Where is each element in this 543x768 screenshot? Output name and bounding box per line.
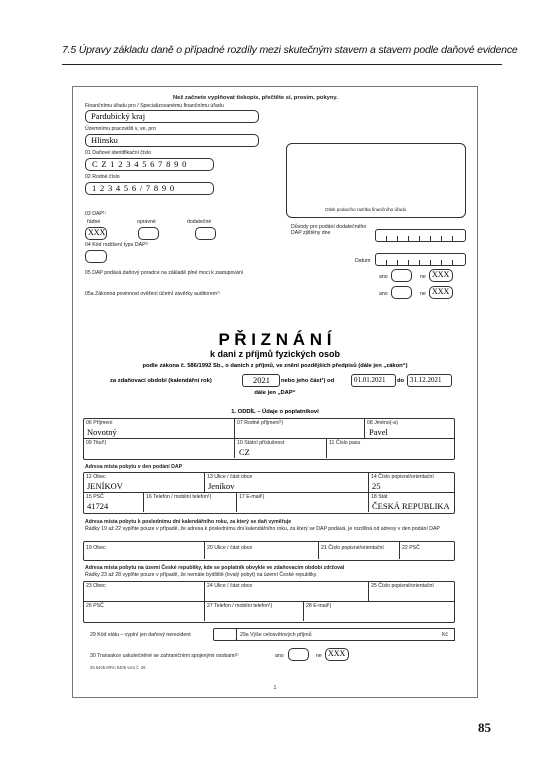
f30-yes-checkbox[interactable] [288,648,309,661]
f14-label: 14 Číslo popisné/orientační [371,474,434,480]
f22-label[interactable]: 22 PSČ [402,545,420,551]
f10-value[interactable]: CZ [239,447,250,457]
dap-regular-label: řádné [87,219,101,225]
addr3-title: Adresa místa pobytu na území České republiky, kde se poplatník obvykle ve zdaňovacím období zdržoval [85,565,345,571]
f18-label: 18 Stát [371,494,388,500]
dap-regular-mark: XXX [88,228,106,237]
period-label: za zdaňovací období (kalendářní rok) [110,378,212,384]
territorial-label: Územnímu pracovišti v, ve, pro [85,126,156,132]
tax-return-form [72,86,478,698]
f11-label: 11 Číslo pasu [329,440,361,446]
f29-field[interactable] [213,628,237,641]
item05-no-label: ne [420,274,426,280]
item05-no-checkbox[interactable] [429,269,453,282]
f29a-field[interactable] [236,628,455,641]
item05-label: 05 DAP podává daňový poradce na základě plné moci k zastupování [85,270,244,276]
territorial-value: Hlinsku [91,135,118,145]
item05a-label: 05a Zákonná povinnost ověření účetní závěrky auditorem¹⁾ [85,291,221,297]
item05a-no-label: ne [420,291,426,297]
f27-label[interactable]: 27 Telefon / mobilní telefon¹) [207,603,273,609]
f29-label: 29 Kód státu – vyplní jen daňový nerezident [90,632,191,638]
dap-corrective-label: opravné [137,219,156,225]
dap-additional-label: dodatečné [187,219,212,225]
section1-title: 1. ODDÍL – Údaje o poplatníkovi [231,409,319,415]
addr3-note: Řádky 23 až 28 vyplňte pouze v případě, že nemáte bydliště (trvalý pobyt) na území České republiky. [85,572,318,578]
item05-no-mark: XXX [432,270,450,279]
f08-label: 08 Jméno(-a) [367,420,398,426]
f10-label: 10 Státní příslušnost [237,440,285,446]
heading-rule [62,64,502,65]
dap-additional-checkbox[interactable] [195,227,216,240]
dic-value: C Z 1 2 3 4 5 6 7 8 9 0 [92,159,188,169]
chapter-heading: 7.5 Úpravy základu daně o případné rozdíly mezi skutečným stavem a stavem podle daňové evidence [62,44,518,56]
dap-regular-checkbox[interactable] [85,227,107,240]
f30-no-mark: XXX [328,649,346,658]
f12-label: 12 Obec [86,474,106,480]
f30-no-checkbox[interactable] [325,648,349,661]
form-page-number: 1 [273,685,277,691]
f17-label: 17 E-mail¹) [239,494,265,500]
period-year-field[interactable] [242,374,280,387]
f16-label: 16 Telefon / mobilní telefon¹) [146,494,212,500]
addr1-title: Adresa místa pobytu v den podání DAP [85,464,183,470]
dap-type-label: 03 DAP¹⁾ [85,211,106,217]
period-to: 31.12.2021 [410,376,442,384]
period-to-label: do [397,378,405,384]
form-title: P Ř I Z N Á N Í [218,330,332,349]
dic-label: 01 Daňové identifikační číslo [85,150,152,156]
addr2-note: Řádky 19 až 22 vyplňte pouze v případě, že adresa k poslednímu dni kalendářního roku, za který se DAP podává, je rozdílná od adresy v den podání DAP [85,526,440,532]
page-number: 85 [478,720,491,735]
f13-label: 13 Ulice / část obce [207,474,253,480]
tax-office-value: Pardubický kraj [91,111,146,121]
tax-office-field[interactable] [85,110,259,123]
f18-value[interactable]: ČESKÁ REPUBLIKA [372,501,450,511]
f06-label: 06 Příjmení [86,420,113,426]
reasons-label: Důvody pro podání dodatečného DAP zjištěny dne [291,224,367,236]
f15-value[interactable]: 41724 [87,501,109,511]
item05-yes-label: ano [379,274,388,280]
item05-yes-checkbox[interactable] [391,269,412,282]
reasons-date-field[interactable] [375,229,466,242]
f29a-label: 29a Výše celosvětových příjmů [240,632,312,638]
f28-label[interactable]: 28 E-mail¹) [306,603,332,609]
f14-value[interactable]: 25 [372,481,381,491]
birth-number-field[interactable] [85,182,214,195]
f19-label[interactable]: 19 Obec [86,545,106,551]
stamp-box [286,143,466,218]
dic-field[interactable] [85,158,214,171]
period-to-field[interactable] [407,374,452,387]
dap-corrective-checkbox[interactable] [138,227,159,240]
f21-label[interactable]: 21 Číslo popisné/orientační [321,545,384,551]
item05a-no-mark: XXX [432,287,450,296]
f08-value[interactable]: Pavel [369,427,388,437]
f30-yes-label: ano [275,653,284,659]
form-instruction: Než začnete vyplňovat tiskopis, přečtěte si, prosím, pokyny. [173,95,338,101]
dap-short: dále jen „DAP“ [254,390,296,396]
period-or-label: nebo jeho část¹) od [281,378,335,384]
territorial-field[interactable] [85,134,259,147]
stamp-label: Otisk podacího razítka finančního úřadu [325,207,407,212]
f13-value[interactable]: Jeníkov [208,481,235,491]
item05a-yes-checkbox[interactable] [391,286,412,299]
tax-office-label: Finančnímu úřadu pro / Specializovanému finančnímu úřadu [85,103,224,109]
dap-code-label: 04 Kód rozlišení typu DAP¹⁾ [85,242,149,248]
f15-label: 15 PSČ [86,494,104,500]
f26-label[interactable]: 26 PSČ [86,603,104,609]
form-subtitle: k dani z příjmů fyzických osob [209,349,341,359]
item05a-yes-label: ano [379,291,388,297]
f06-value[interactable]: Novotný [87,427,117,437]
f30-no-label: ne [316,653,322,659]
period-from-field[interactable] [351,374,396,387]
f12-value[interactable]: JENÍKOV [87,481,123,491]
birth-number-label: 02 Rodné číslo [85,174,120,180]
birth-number-value: 1 2 3 4 5 6 / 7 8 9 0 [92,183,175,193]
period-from: 01.01.2021 [354,376,386,384]
date-field[interactable] [375,253,466,266]
dap-code-field[interactable] [85,250,107,263]
addr2-title: Adresa místa pobytu k poslednímu dni kalendářního roku, za který se daň vyměřuje [85,519,292,525]
f25-label[interactable]: 25 Číslo popisné/orientační [371,583,434,589]
f09-label: 09 Titul¹) [86,440,107,446]
date-label: Datum [355,258,371,264]
f30-label: 30 Transakce uskutečněné se zahraničními spojenými osobami¹⁾ [90,653,239,659]
f29a-unit: Kč [441,632,448,638]
f24-label[interactable]: 24 Ulice / část obce [207,583,253,589]
f07-label: 07 Rodné příjmení¹) [237,420,284,426]
f23-label[interactable]: 23 Obec [86,583,106,589]
footer-code: 25 5405 MFin 5405 vzor č. 28 [90,665,146,670]
item05a-no-checkbox[interactable] [429,286,453,299]
f20-label[interactable]: 20 Ulice / část obce [207,545,253,551]
law-line: podle zákona č. 586/1992 Sb., o daních z příjmů, ve znění pozdějších předpisů (dále jen „zákon“) [142,363,408,369]
period-year: 2021 [253,375,270,385]
